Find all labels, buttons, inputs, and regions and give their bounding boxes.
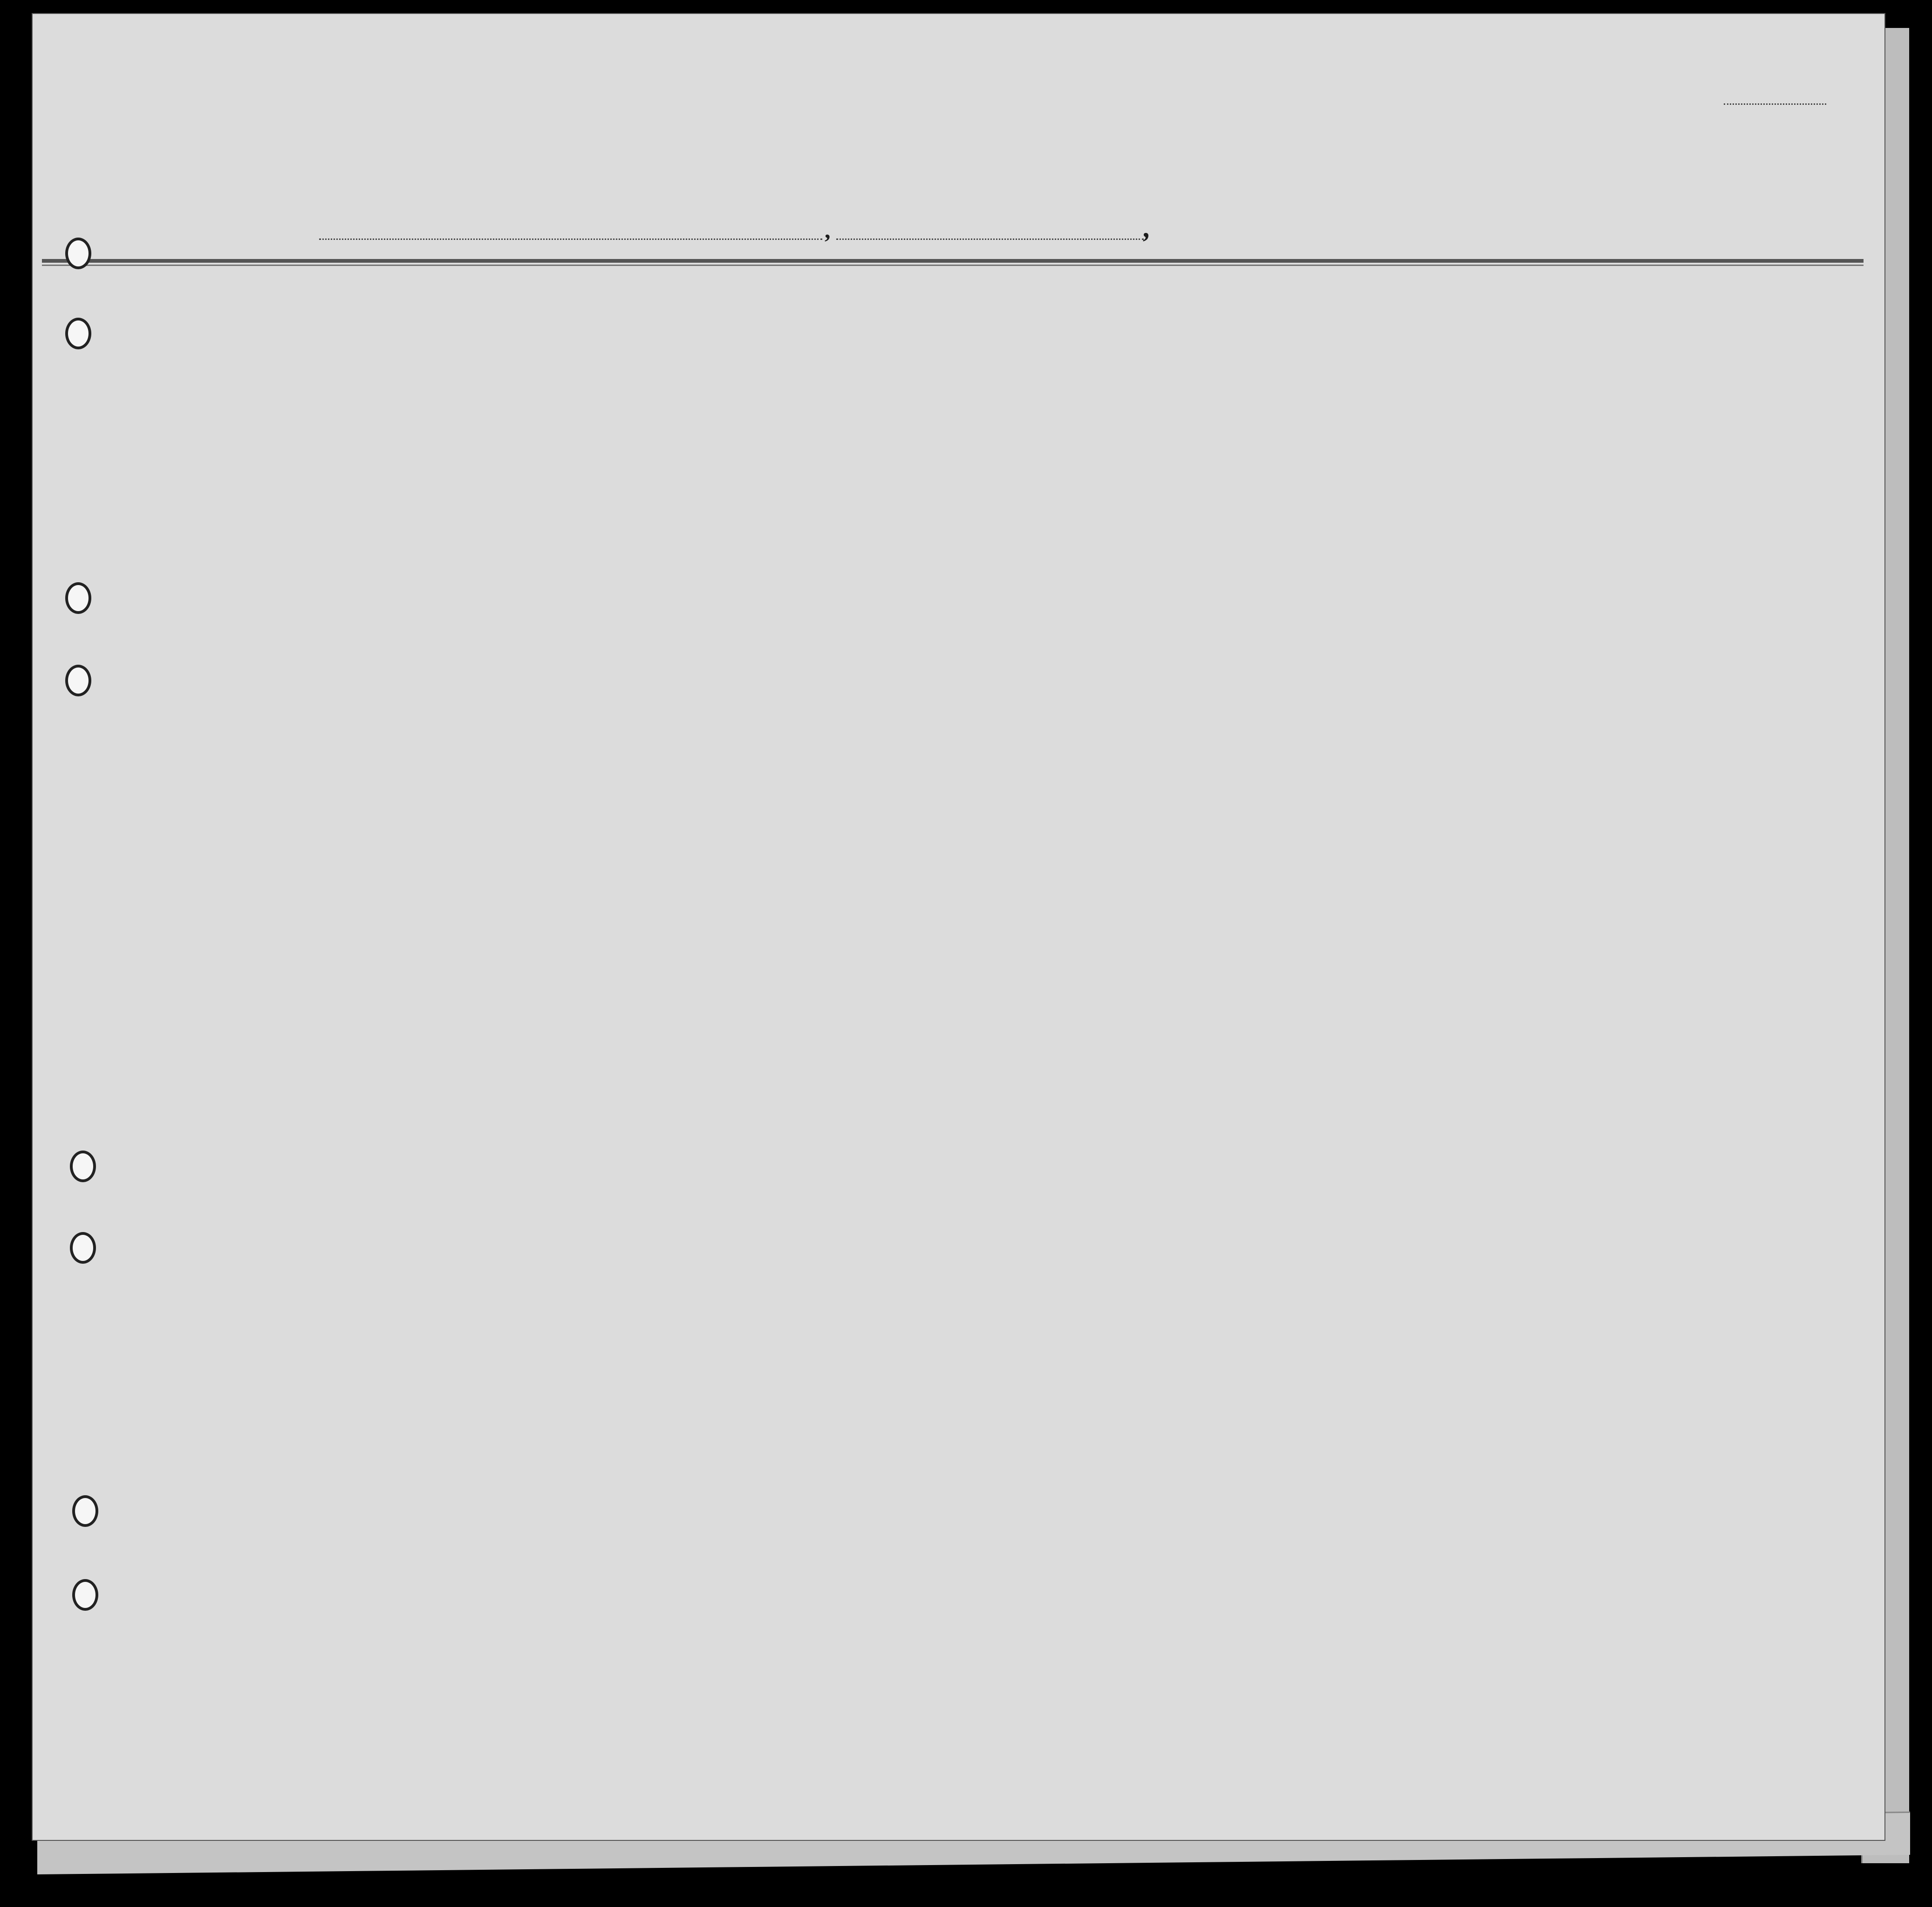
year-comma: , [1144,212,1151,243]
comma: , [825,217,831,243]
